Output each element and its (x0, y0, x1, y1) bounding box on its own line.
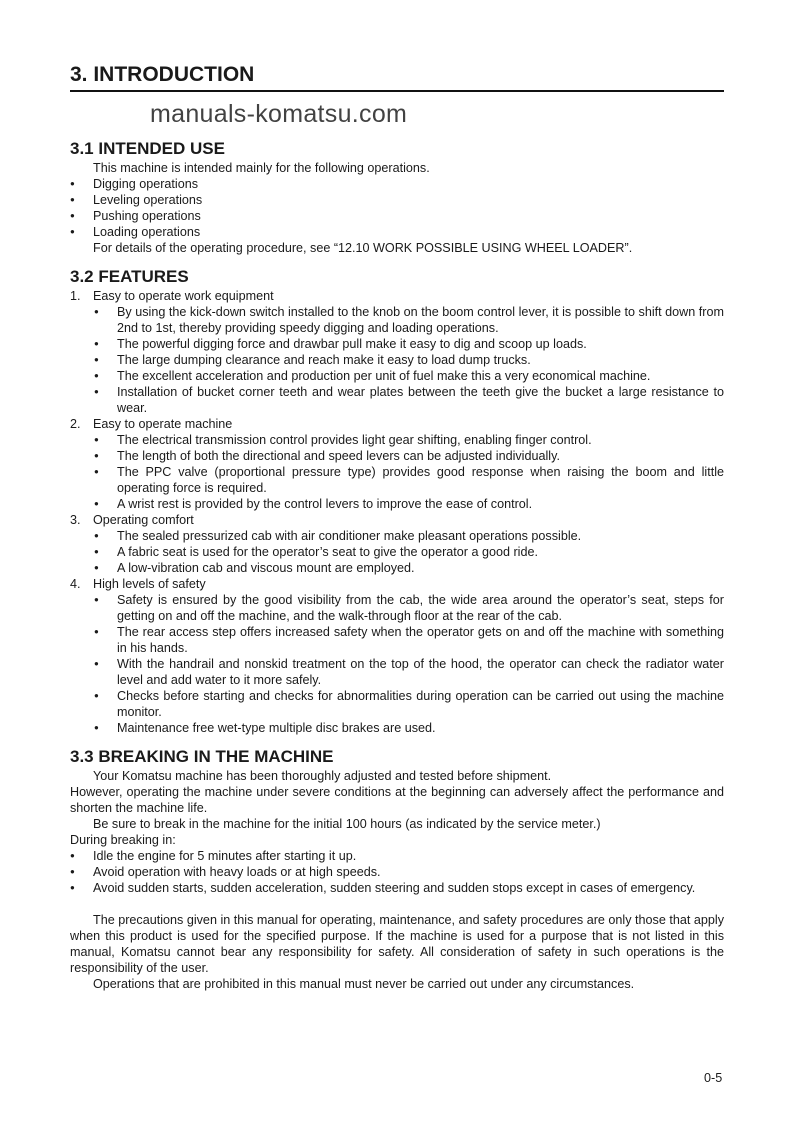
item-text: Safety is ensured by the good visibility from the cab, the wide area around the operator’s seat, steps for getting on and off the machine, and the walk-through floor at the rear of the cab. (117, 593, 724, 623)
item-text: Avoid operation with heavy loads or at high speeds. (93, 865, 381, 879)
paragraph (70, 912, 724, 976)
item-text: The precautions given in this manual for operating, maintenance, and safety procedures are only those that apply when this product is used for the specified purpose. If the machine is used for a purpose that is not listed in this manual, Komatsu cannot bear any responsibility for safety. All consideration of safety in such operations is the responsibility of the user. (70, 913, 724, 975)
paragraph (70, 160, 724, 176)
item-text: By using the kick-down switch installed to the knob on the boom control lever, it is possible to shift down from 2nd to 1st, thereby providing speedy digging and loading operations. (117, 305, 724, 335)
paragraph (70, 976, 724, 992)
item-text: Idle the engine for 5 minutes after starting it up. (93, 849, 357, 863)
bullet-item (70, 224, 724, 240)
bullet-icon: ● (70, 227, 75, 236)
paragraph (70, 784, 724, 816)
item-text: Avoid sudden starts, sudden acceleration, sudden steering and sudden stops except in cases of emergency. (93, 881, 696, 895)
bullet-item (70, 432, 724, 448)
paragraph (70, 832, 724, 848)
item-text: For details of the operating procedure, see “12.10 WORK POSSIBLE USING WHEEL LOADER”. (93, 241, 633, 255)
numbered-item (70, 512, 724, 528)
item-number: 2. (70, 417, 81, 431)
bullet-item (70, 592, 724, 624)
item-text: Operations that are prohibited in this manual must never be carried out under any circumstances. (93, 977, 635, 991)
item-text: Easy to operate machine (93, 417, 233, 431)
bullet-item (70, 352, 724, 368)
bullet-item (70, 656, 724, 688)
bullet-item (70, 496, 724, 512)
section-heading: 3.2 FEATURES (70, 267, 189, 286)
item-text: A wrist rest is provided by the control levers to improve the ease of control. (117, 497, 533, 511)
item-text: Operating comfort (93, 513, 194, 527)
bullet-icon: ● (94, 563, 99, 572)
bullet-icon: ● (94, 307, 99, 316)
numbered-item (70, 288, 724, 304)
bullet-item (70, 464, 724, 496)
bullet-item (70, 304, 724, 336)
item-text: Be sure to break in the machine for the initial 100 hours (as indicated by the service meter.) (93, 817, 601, 831)
item-text: During breaking in: (70, 833, 176, 847)
bullet-item (70, 720, 724, 736)
section-features (70, 267, 724, 736)
bullet-item (70, 208, 724, 224)
section-heading: 3.3 BREAKING IN THE MACHINE (70, 747, 334, 766)
bullet-item (70, 688, 724, 720)
item-text: A low-vibration cab and viscous mount are employed. (117, 561, 415, 575)
section-intended-use (70, 139, 724, 256)
item-text: The PPC valve (proportional pressure type) provides good response when raising the boom and little operating force is required. (117, 465, 724, 495)
item-text: High levels of safety (93, 577, 206, 591)
item-text: Digging operations (93, 177, 199, 191)
item-text: Installation of bucket corner teeth and wear plates between the teeth give the bucket a large resistance to wear. (117, 385, 724, 415)
bullet-item (70, 192, 724, 208)
bullet-item (70, 848, 724, 864)
item-text: The electrical transmission control provides light gear shifting, enabling finger control. (117, 433, 592, 447)
section-heading: 3.1 INTENDED USE (70, 139, 225, 158)
bullet-item (70, 448, 724, 464)
bullet-icon: ● (70, 179, 75, 188)
bullet-icon: ● (70, 851, 75, 860)
bullet-icon: ● (94, 467, 99, 476)
bullet-icon: ● (70, 211, 75, 220)
bullet-icon: ● (94, 627, 99, 636)
bullet-item (70, 624, 724, 656)
bullet-icon: ● (94, 547, 99, 556)
bullet-item (70, 528, 724, 544)
bullet-icon: ● (94, 499, 99, 508)
bullet-icon: ● (94, 531, 99, 540)
bullet-icon: ● (94, 659, 99, 668)
bullet-item (70, 544, 724, 560)
bullet-icon: ● (70, 195, 75, 204)
numbered-item (70, 416, 724, 432)
page-content (70, 139, 724, 992)
bullet-icon: ● (70, 867, 75, 876)
blank-line (70, 896, 724, 912)
numbered-item (70, 576, 724, 592)
page-title: 3. INTRODUCTION (70, 62, 724, 92)
item-number: 3. (70, 513, 81, 527)
item-text: The length of both the directional and speed levers can be adjusted individually. (117, 449, 560, 463)
item-text: The large dumping clearance and reach make it easy to load dump trucks. (117, 353, 531, 367)
bullet-icon: ● (94, 595, 99, 604)
item-text: The powerful digging force and drawbar pull make it easy to dig and scoop up loads. (117, 337, 587, 351)
item-text: The excellent acceleration and production per unit of fuel make this a very economical machine. (117, 369, 651, 383)
item-text: Leveling operations (93, 193, 203, 207)
item-text: With the handrail and nonskid treatment on the top of the hood, the operator can check the radiator water level and add water to it more safely. (117, 657, 724, 687)
bullet-item (70, 384, 724, 416)
item-text: This machine is intended mainly for the following operations. (93, 161, 430, 175)
bullet-item (70, 368, 724, 384)
bullet-item (70, 336, 724, 352)
bullet-icon: ● (94, 387, 99, 396)
bullet-icon: ● (70, 883, 75, 892)
watermark: manuals-komatsu.com (150, 100, 408, 128)
bullet-item (70, 880, 724, 896)
item-text: The sealed pressurized cab with air conditioner make pleasant operations possible. (117, 529, 582, 543)
section-breaking-in (70, 747, 724, 992)
bullet-item (70, 560, 724, 576)
item-text: The rear access step offers increased safety when the operator gets on and off the machine with something in his hands. (117, 625, 724, 655)
item-text: A fabric seat is used for the operator’s seat to give the operator a good ride. (117, 545, 538, 559)
paragraph (70, 768, 724, 784)
item-text: Easy to operate work equipment (93, 289, 274, 303)
bullet-item (70, 176, 724, 192)
item-number: 4. (70, 577, 81, 591)
item-text: Loading operations (93, 225, 201, 239)
bullet-icon: ● (94, 691, 99, 700)
bullet-item (70, 864, 724, 880)
item-text: Your Komatsu machine has been thoroughly adjusted and tested before shipment. (93, 769, 552, 783)
bullet-icon: ● (94, 339, 99, 348)
bullet-icon: ● (94, 723, 99, 732)
bullet-icon: ● (94, 451, 99, 460)
page-number: 0-5 (704, 1071, 723, 1085)
bullet-icon: ● (94, 435, 99, 444)
paragraph (70, 240, 724, 256)
item-text: Checks before starting and checks for abnormalities during operation can be carried out using the machine monitor. (117, 689, 724, 719)
item-text: Pushing operations (93, 209, 201, 223)
bullet-icon: ● (94, 371, 99, 380)
item-text: However, operating the machine under severe conditions at the beginning can adversely affect the performance and shorten the machine life. (70, 785, 724, 815)
item-number: 1. (70, 289, 81, 303)
bullet-icon: ● (94, 355, 99, 364)
item-text: Maintenance free wet-type multiple disc brakes are used. (117, 721, 436, 735)
paragraph (70, 816, 724, 832)
